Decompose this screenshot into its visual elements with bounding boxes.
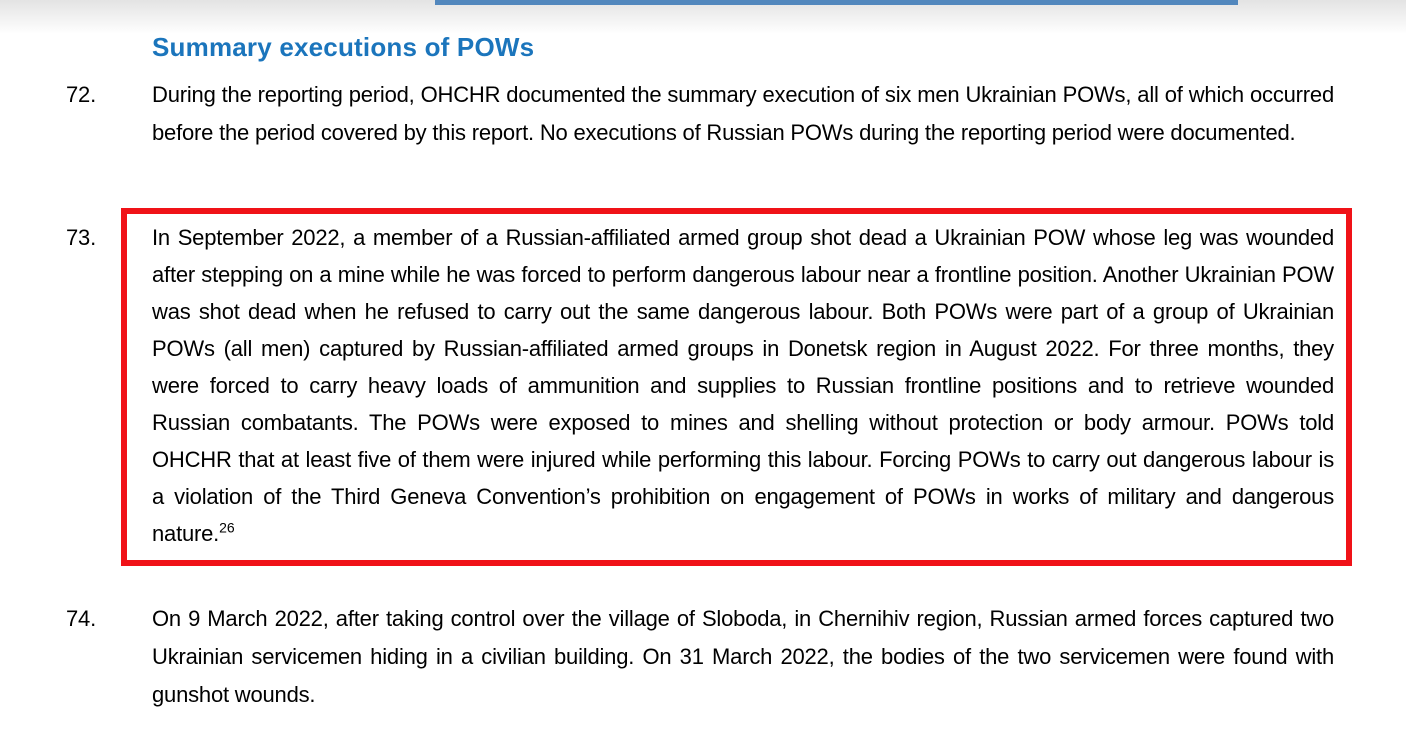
top-partial-rule (435, 0, 1238, 5)
paragraph-74 (66, 600, 1334, 714)
paragraph-72 (66, 76, 1334, 152)
paragraph-73 (66, 208, 1352, 566)
paragraph-text: On 9 March 2022, after taking control over the village of Sloboda, in Chernihiv region, Russian armed forces captured two Ukrainian servicemen hiding in a civilian building. On 31 March 2022, the bodies of the two servicemen were found with gunshot wounds. (152, 606, 1334, 707)
paragraph-text: During the reporting period, OHCHR documented the summary execution of six men Ukrainian POWs, all of which occurred before the period covered by this report. No executions of Russian POWs during the reporting period were documented. (152, 82, 1334, 145)
paragraph-number: 72. (66, 82, 96, 107)
paragraph-number: 74. (66, 606, 96, 631)
page-top-shadow (0, 0, 1406, 34)
highlight-box (121, 208, 1352, 566)
paragraph-text: In September 2022, a member of a Russian-affiliated armed group shot dead a Ukrainian POW whose leg was wounded after stepping on a mine while he was forced to perform dangerous labour near a frontline position. Another Ukrainian POW was shot dead when he refused to carry out the same dangerous labour. Both POWs were part of a group of Ukrainian POWs (all men) captured by Russian-affiliated armed groups in Donetsk region in August 2022. For three months, they were forced to carry heavy loads of ammunition and supplies to Russian frontline positions and to retrieve wounded Russian combatants. The POWs were exposed to mines and shelling without protection or body armour. POWs told OHCHR that at least five of them were injured while performing this labour. Forcing POWs to carry out dangerous labour is a violation of the Third Geneva Convention’s prohibition on engagement of POWs in works of military and dangerous nature. (152, 225, 1334, 546)
footnote-reference: 26 (219, 519, 235, 536)
section-heading: Summary executions of POWs (152, 32, 535, 62)
paragraph-number: 73. (66, 225, 96, 250)
